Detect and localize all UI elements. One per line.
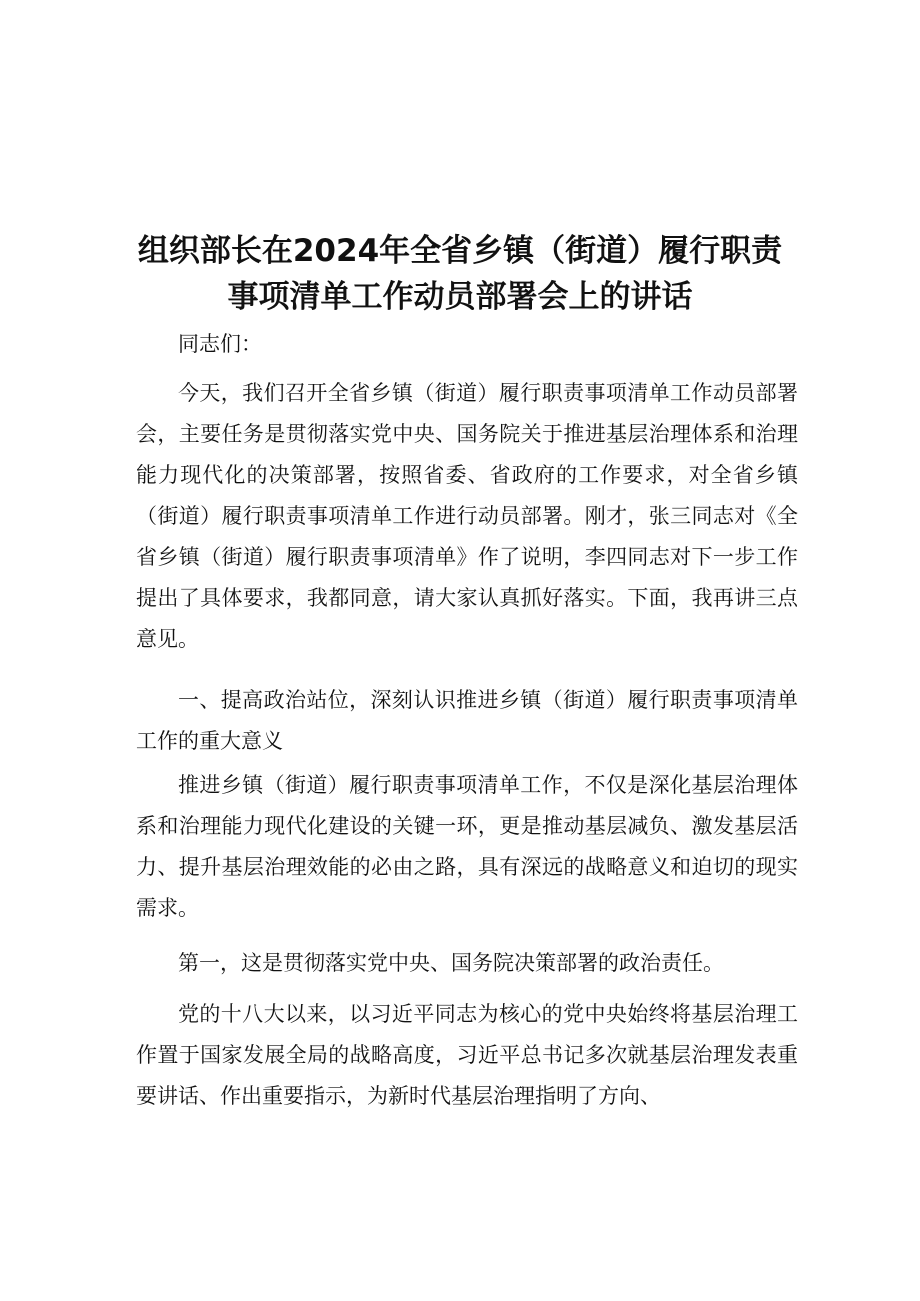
salutation: 同志们：: [178, 332, 262, 356]
paragraph-party-congress: 党的十八大以来，以习近平同志为核心的党中央始终将基层治理工作置于国家发展全局的战略高度，习近平总书记多次就基层治理发表重要讲话、作出重要指示，为新时代基层治理指明了方向、: [136, 1002, 798, 1108]
section-heading-one: 一、提高政治站位，深刻认识推进乡镇（街道）履行职责事项清单工作的重大意义: [136, 688, 798, 753]
document-title-line-1: 组织部长在2024年全省乡镇（街道）履行职责: [137, 233, 783, 269]
paragraph-opening: 今天，我们召开全省乡镇（街道）履行职责事项清单工作动员部署会，主要任务是贯彻落实党中央、国务院关于推进基层治理体系和治理能力现代化的决策部署，按照省委、省政府的工作要求，对全省乡镇（街道）履行职责事项清单工作进行动员部署。刚才，张三同志对《全省乡镇（街道）履行职责事项清单》作了说明，李四同志对下一步工作提出了具体要求，我都同意，请大家认真抓好落实。下面，我再讲三点意见。: [136, 381, 798, 651]
paragraph-significance: 推进乡镇（街道）履行职责事项清单工作，不仅是深化基层治理体系和治理能力现代化建设的关键一环，更是推动基层减负、激发基层活力、提升基层治理效能的必由之路，具有深远的战略意义和迫切的现实需求。: [136, 773, 798, 920]
subheading-first: 第一，这是贯彻落实党中央、国务院决策部署的政治责任。: [178, 951, 724, 975]
document-title-line-2: 事项清单工作动员部署会上的讲话: [227, 279, 693, 315]
